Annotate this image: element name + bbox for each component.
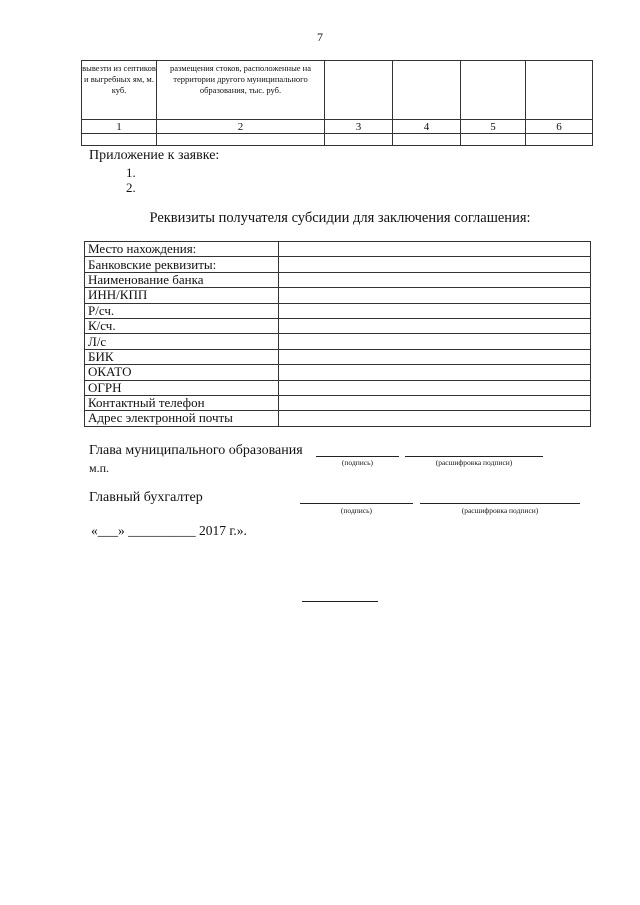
requisite-value — [279, 349, 591, 364]
accountant-signature-caption: (подпись) — [340, 506, 373, 515]
table-row — [85, 257, 591, 272]
column-number: 1 — [82, 120, 157, 134]
date-line: «___» __________ 2017 г.». — [91, 523, 247, 538]
requisite-label: БИК — [85, 349, 279, 364]
page-number: 7 — [317, 30, 323, 44]
top-table — [81, 60, 593, 146]
table-row — [85, 349, 591, 364]
requisite-value — [279, 257, 591, 272]
column-number-row — [82, 120, 593, 134]
requisite-value — [279, 395, 591, 410]
table-row — [85, 318, 591, 333]
requisite-value — [279, 365, 591, 380]
accountant-transcript-caption: (расшифровка подписи) — [461, 506, 539, 515]
appendix-title: Приложение к заявке: — [89, 148, 220, 163]
requisites-table — [84, 241, 591, 427]
table-row — [85, 365, 591, 380]
column-number: 3 — [325, 120, 393, 134]
requisite-value — [279, 411, 591, 426]
table-cell — [526, 134, 593, 146]
transcript-line — [405, 456, 543, 457]
requisites-title: Реквизиты получателя субсидии для заключения соглашения: — [149, 210, 531, 226]
column-number: 5 — [461, 120, 526, 134]
stamp-label: м.п. — [89, 461, 110, 475]
table-header-cell — [325, 61, 393, 120]
requisite-label: Банковские реквизиты: — [85, 257, 279, 272]
requisite-value — [279, 380, 591, 395]
signature-line — [316, 456, 399, 457]
requisite-value — [279, 272, 591, 287]
requisite-label: ОКАТО — [85, 365, 279, 380]
table-row — [85, 303, 591, 318]
transcript-caption: (расшифровка подписи) — [435, 458, 513, 467]
appendix-item: 2. — [126, 180, 136, 195]
requisite-label: Р/сч. — [85, 303, 279, 318]
requisite-label: ОГРН — [85, 380, 279, 395]
closing-divider — [302, 601, 378, 602]
table-header-cell — [461, 61, 526, 120]
signature-caption: (подпись) — [341, 458, 374, 467]
table-row — [85, 288, 591, 303]
requisite-value — [279, 288, 591, 303]
requisite-label: Адрес электронной почты — [85, 411, 279, 426]
requisite-label: К/сч. — [85, 318, 279, 333]
table-row — [85, 242, 591, 257]
table-row — [85, 272, 591, 287]
table-header-row — [82, 61, 593, 120]
table-cell — [157, 134, 325, 146]
table-cell — [393, 134, 461, 146]
requisite-label: Наименование банка — [85, 272, 279, 287]
table-cell — [82, 134, 157, 146]
table-row — [85, 395, 591, 410]
column-number: 4 — [393, 120, 461, 134]
table-header-cell: размещения стоков, расположенные на территории другого муниципального образования, тыс. руб. — [157, 61, 325, 120]
table-cell — [461, 134, 526, 146]
table-row — [85, 380, 591, 395]
table-header-cell — [393, 61, 461, 120]
requisite-value — [279, 303, 591, 318]
column-number: 6 — [526, 120, 593, 134]
accountant-signature-line — [300, 503, 413, 504]
requisite-label: Контактный телефон — [85, 395, 279, 410]
requisite-label: ИНН/КПП — [85, 288, 279, 303]
requisite-label: Л/с — [85, 334, 279, 349]
requisite-value — [279, 334, 591, 349]
requisite-label: Место нахождения: — [85, 242, 279, 257]
column-number: 2 — [157, 120, 325, 134]
accountant-transcript-line — [420, 503, 580, 504]
head-title: Глава муниципального образования — [89, 443, 303, 458]
requisite-value — [279, 318, 591, 333]
requisite-value — [279, 242, 591, 257]
table-cell — [325, 134, 393, 146]
table-row — [85, 334, 591, 349]
appendix-item: 1. — [126, 165, 136, 180]
empty-data-row — [82, 134, 593, 146]
accountant-title: Главный бухгалтер — [89, 490, 203, 505]
table-header-cell — [526, 61, 593, 120]
table-row — [85, 411, 591, 426]
table-header-cell: вывезти из септиков и выгребных ям, м. куб. — [82, 61, 157, 120]
